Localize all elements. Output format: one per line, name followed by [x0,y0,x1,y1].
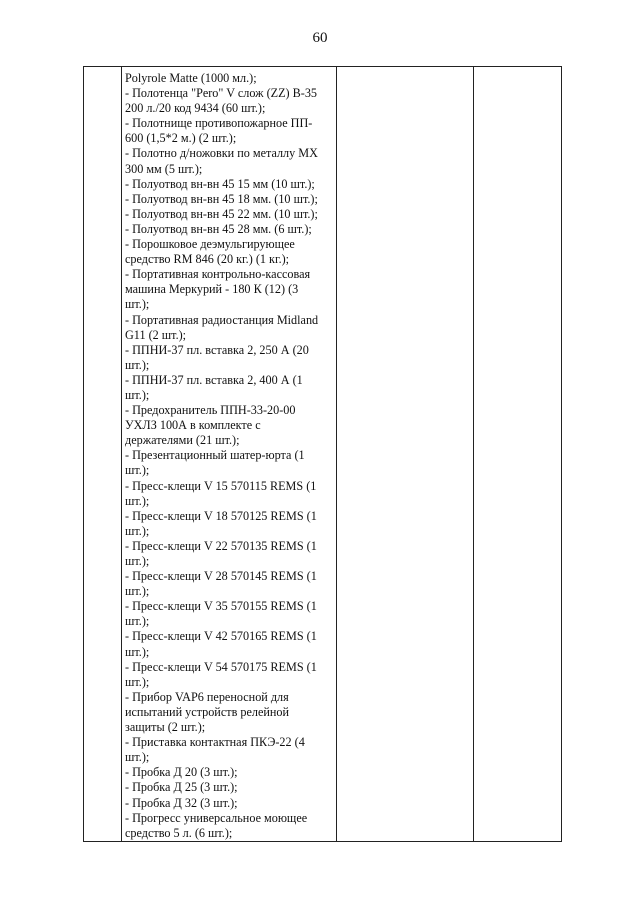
list-item: - Полотно д/ножовки по металлу МХ 300 мм (5 шт.); [125,146,318,176]
list-item: - Полуотвод вн-вн 45 15 мм (10 шт.); [125,176,315,191]
list-item: - Порошковое деэмульгирующее средство RM 846 (20 кг.) (1 кг.); [125,237,295,267]
list-item: - Пресс-клещи V 22 570135 REMS (1 шт.); [125,538,317,568]
list-item: - Презентационный шатер-юрта (1 шт.); [125,448,305,478]
description-cell [122,67,337,842]
list-item: - ППНИ-37 пл. вставка 2, 250 А (20 шт.); [125,342,309,372]
list-item: - Пробка Д 20 (3 шт.); [125,765,238,780]
list-item: - Прогресс универсальное моющее средство 5 л. (6 шт.); [125,810,308,840]
list-item: - Пробка Д 25 (3 шт.); [125,780,238,795]
list-item: - ППНИ-37 пл. вставка 2, 400 А (1 шт.); [125,372,303,402]
list-item: - Пресс-клещи V 42 570165 REMS (1 шт.); [125,629,317,659]
list-item: - Полуотвод вн-вн 45 28 мм. (6 шт.); [125,221,312,236]
empty-cell-4 [474,67,562,842]
items-table [83,66,562,842]
list-item: - Портативная контрольно-кассовая машина Меркурий - 180 К (12) (3 шт.); [125,267,311,312]
page-number: 60 [312,30,328,46]
list-item: - Полуотвод вн-вн 45 22 мм. (10 шт.); [125,206,318,221]
list-item: - Полуотвод вн-вн 45 18 мм. (10 шт.); [125,191,318,206]
items-list [122,67,336,841]
list-item: - Приставка контактная ПКЭ-22 (4 шт.); [125,735,305,765]
list-item: - Пробка Д 32 (3 шт.); [125,795,238,810]
list-item: - Предохранитель ППН-33-20-00 УХЛЗ 100А в комплекте с держателями (21 шт.); [125,403,296,448]
list-item: - Пресс-клещи V 54 570175 REMS (1 шт.); [125,659,317,689]
list-item: - Пресс-клещи V 18 570125 REMS (1 шт.); [125,508,317,538]
list-item: Polyrole Matte (1000 мл.); [125,71,257,85]
list-item: - Полотнище противопожарное ПП- 600 (1,5*2 м.) (2 шт.); [125,116,313,146]
list-item: - Портативная радиостанция Midland G11 (2 шт.); [125,312,319,342]
list-item: - Пресс-клещи V 35 570155 REMS (1 шт.); [125,599,317,629]
empty-cell-3 [337,67,474,842]
list-item: - Пресс-клещи V 28 570145 REMS (1 шт.); [125,569,317,599]
number-cell [84,67,122,842]
list-item: - Полотенца "Pero" V слож (ZZ) B-35 200 л./20 код 9434 (60 шт.); [125,86,318,116]
list-item: - Пресс-клещи V 15 570115 REMS (1 шт.); [125,478,317,508]
table-row [84,67,562,842]
list-item: - Прибор VAP6 переносной для испытаний устройств релейной защиты (2 шт.); [125,689,290,735]
